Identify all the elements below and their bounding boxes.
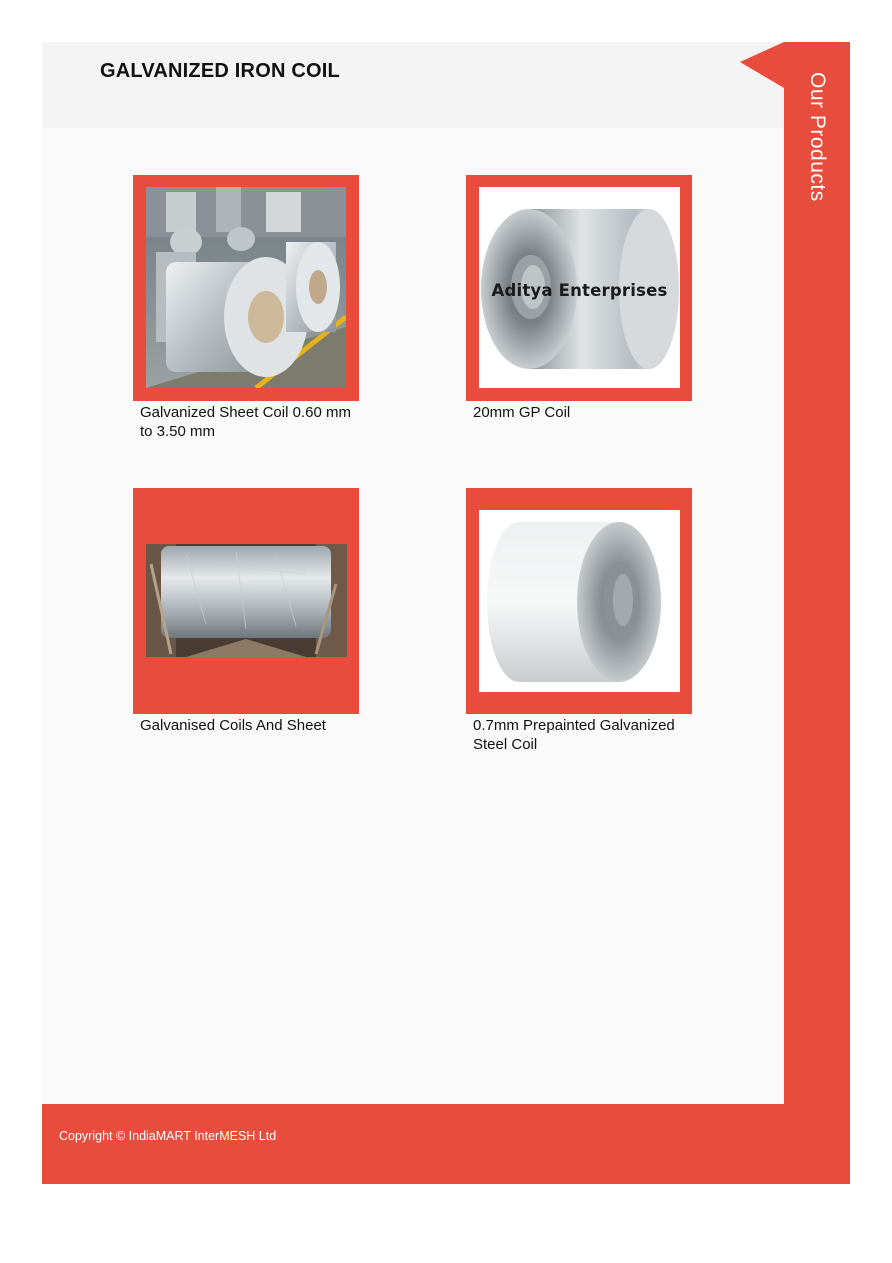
copyright-text: Copyright © IndiaMART InterMESH Ltd xyxy=(59,1129,277,1143)
product-image-frame[interactable] xyxy=(466,175,692,401)
header-band xyxy=(42,42,784,128)
product-caption[interactable]: Galvanised Coils And Sheet xyxy=(140,717,326,734)
side-flag xyxy=(740,42,784,88)
product-card[interactable] xyxy=(466,175,692,422)
product-caption[interactable]: 0.7mm Prepainted Galvanized Steel Coil xyxy=(473,717,675,753)
product-image-frame[interactable] xyxy=(466,488,692,714)
white-coil-photo xyxy=(479,510,680,692)
product-card[interactable] xyxy=(133,488,359,735)
page-title: GALVANIZED IRON COIL xyxy=(100,60,340,82)
zinc-coil-photo xyxy=(146,544,347,657)
watermark-text: Aditya Enterprises xyxy=(491,281,668,300)
product-image-frame[interactable] xyxy=(133,488,359,714)
section-label: Our Products xyxy=(806,72,829,202)
product-caption[interactable]: Galvanized Sheet Coil 0.60 mm to 3.50 mm xyxy=(140,404,351,440)
warehouse-coils-photo xyxy=(146,187,346,388)
product-card[interactable] xyxy=(133,175,359,441)
product-image-frame[interactable] xyxy=(133,175,359,401)
product-caption[interactable]: 20mm GP Coil xyxy=(473,404,571,421)
product-card[interactable] xyxy=(466,488,692,754)
steel-coil-photo xyxy=(479,187,680,388)
